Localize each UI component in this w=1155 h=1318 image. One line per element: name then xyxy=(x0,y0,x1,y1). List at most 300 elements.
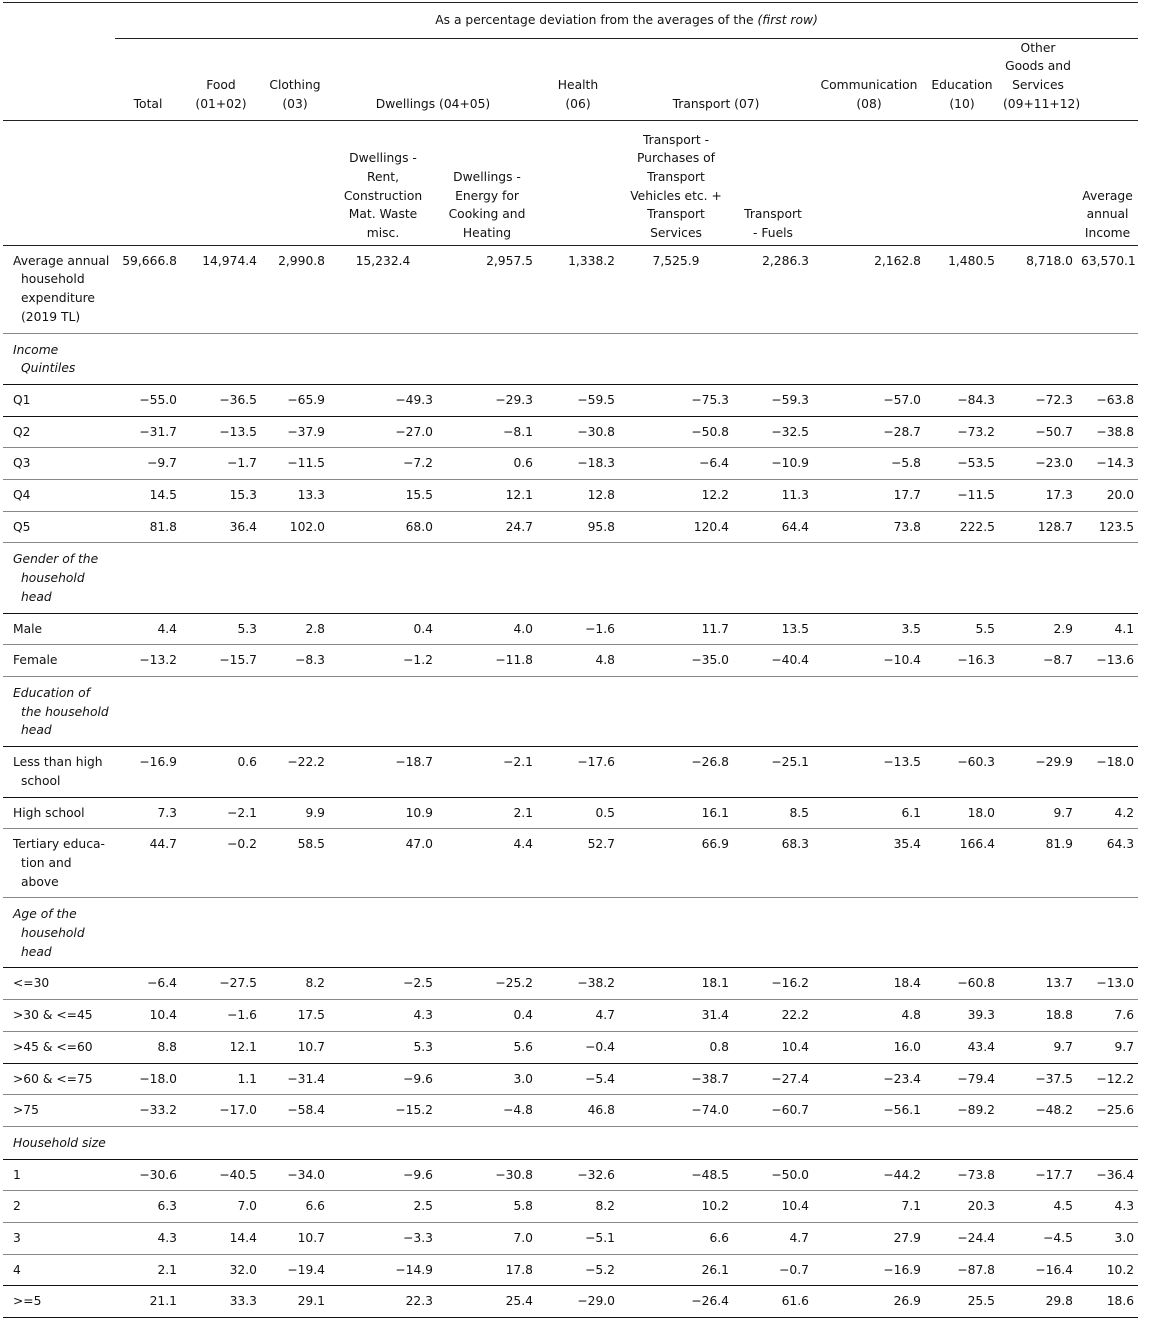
cell-value: 7.3 xyxy=(115,797,181,829)
row-label: >60 & <=75 xyxy=(3,1063,115,1095)
cell-value: 18.1 xyxy=(619,968,733,1000)
cell-value: 25.5 xyxy=(925,1286,999,1318)
cell-value: 10.4 xyxy=(733,1191,813,1223)
cell-value: 4.3 xyxy=(1077,1191,1138,1223)
cell-value: −60.7 xyxy=(733,1095,813,1127)
cell-value: −72.3 xyxy=(999,384,1077,416)
average-row xyxy=(3,245,1138,333)
cell-value: −18.0 xyxy=(115,1063,181,1095)
cell-value: −48.2 xyxy=(999,1095,1077,1127)
section-filler xyxy=(925,1126,999,1159)
row-label: >30 & <=45 xyxy=(3,1000,115,1032)
cell-value: −14.3 xyxy=(1077,448,1138,480)
header-span-italic: (first row) xyxy=(757,13,818,27)
subcolumn-empty xyxy=(925,120,999,245)
table-row xyxy=(3,1095,1138,1127)
cell-value: 27.9 xyxy=(813,1223,925,1255)
cell-value: −1.6 xyxy=(537,613,619,645)
cell-value: −38.7 xyxy=(619,1063,733,1095)
section-filler xyxy=(925,898,999,968)
row-label: Q2 xyxy=(3,416,115,448)
cell-value: 0.6 xyxy=(437,448,537,480)
cell-value: 4.0 xyxy=(437,613,537,645)
cell-value: 6.1 xyxy=(813,797,925,829)
row-label: Male xyxy=(3,613,115,645)
cell-value: 24.7 xyxy=(437,511,537,543)
section-filler xyxy=(925,676,999,746)
cell-value: 4.3 xyxy=(115,1223,181,1255)
cell-value: 33.3 xyxy=(181,1286,261,1318)
cell-value: −53.5 xyxy=(925,448,999,480)
table-row xyxy=(3,613,1138,645)
cell-value: −11.8 xyxy=(437,645,537,677)
cell-value: −27.4 xyxy=(733,1063,813,1095)
section-filler xyxy=(261,543,329,613)
cell-value: 9.9 xyxy=(261,797,329,829)
cell-value: −73.8 xyxy=(925,1159,999,1191)
cell-value: −50.0 xyxy=(733,1159,813,1191)
section-filler xyxy=(619,676,733,746)
section-filler xyxy=(181,543,261,613)
section-filler xyxy=(537,898,619,968)
cell-value: 52.7 xyxy=(537,829,619,898)
section-filler xyxy=(181,1126,261,1159)
cell-value: 64.3 xyxy=(1077,829,1138,898)
cell-value: −25.2 xyxy=(437,968,537,1000)
column-header: Total xyxy=(133,96,163,111)
cell-value: 2,286.3 xyxy=(733,245,813,333)
cell-value: 18.8 xyxy=(999,1000,1077,1032)
header-span-row xyxy=(3,3,1138,39)
cell-value: 39.3 xyxy=(925,1000,999,1032)
subcolumn-empty xyxy=(261,120,329,245)
section-title: Income Quintiles xyxy=(3,333,115,384)
cell-value: 5.3 xyxy=(329,1031,437,1063)
section-row xyxy=(3,676,1138,746)
section-filler xyxy=(733,1126,813,1159)
cell-value: 128.7 xyxy=(999,511,1077,543)
cell-value: −27.0 xyxy=(329,416,437,448)
cell-value: 8.5 xyxy=(733,797,813,829)
cell-value: 44.7 xyxy=(115,829,181,898)
cell-value: −9.7 xyxy=(115,448,181,480)
cell-value: 47.0 xyxy=(329,829,437,898)
cell-value: −11.5 xyxy=(925,480,999,512)
cell-value: −19.4 xyxy=(261,1254,329,1286)
cell-value: 17.8 xyxy=(437,1254,537,1286)
cell-value: 0.5 xyxy=(537,797,619,829)
cell-value: 10.4 xyxy=(733,1031,813,1063)
section-filler xyxy=(261,1126,329,1159)
cell-value: −4.8 xyxy=(437,1095,537,1127)
section-row xyxy=(3,333,1138,384)
cell-value: −16.9 xyxy=(813,1254,925,1286)
cell-value: 222.5 xyxy=(925,511,999,543)
header-span-prefix: As a percentage deviation from the averages of the xyxy=(435,13,758,27)
cell-value: −13.2 xyxy=(115,645,181,677)
cell-value: −13.5 xyxy=(181,416,261,448)
cell-value: 32.0 xyxy=(181,1254,261,1286)
table-row xyxy=(3,645,1138,677)
cell-value: −8.7 xyxy=(999,645,1077,677)
cell-value: −5.8 xyxy=(813,448,925,480)
cell-value: −59.3 xyxy=(733,384,813,416)
section-row xyxy=(3,1126,1138,1159)
cell-value: −13.0 xyxy=(1077,968,1138,1000)
table-row xyxy=(3,1254,1138,1286)
cell-value: −35.0 xyxy=(619,645,733,677)
cell-value: −22.2 xyxy=(261,747,329,797)
cell-value: 1,480.5 xyxy=(925,245,999,333)
cell-value: 102.0 xyxy=(261,511,329,543)
cell-value: −31.4 xyxy=(261,1063,329,1095)
cell-value: −5.1 xyxy=(537,1223,619,1255)
cell-value: −2.1 xyxy=(181,797,261,829)
cell-value: 14,974.4 xyxy=(181,245,261,333)
table-row xyxy=(3,747,1138,797)
subcolumn-header-dwellings-rent: Dwellings - Rent, Construction Mat. Waste misc. xyxy=(329,120,437,245)
section-filler xyxy=(437,898,537,968)
cell-value: 5.6 xyxy=(437,1031,537,1063)
cell-value: −79.4 xyxy=(925,1063,999,1095)
cell-value: 22.3 xyxy=(329,1286,437,1318)
cell-value: 1,338.2 xyxy=(537,245,619,333)
cell-value: −11.5 xyxy=(261,448,329,480)
header-corner xyxy=(3,3,115,39)
section-filler xyxy=(813,333,925,384)
cell-value: −16.4 xyxy=(999,1254,1077,1286)
cell-value: 73.8 xyxy=(813,511,925,543)
section-filler xyxy=(1077,676,1138,746)
cell-value: 8,718.0 xyxy=(999,245,1077,333)
cell-value: 7.1 xyxy=(813,1191,925,1223)
cell-value: 9.7 xyxy=(999,797,1077,829)
cell-value: 17.5 xyxy=(261,1000,329,1032)
cell-value: 18.4 xyxy=(813,968,925,1000)
cell-value: −0.4 xyxy=(537,1031,619,1063)
subcolumn-header-transport-purchases: Transport - Purchases of Transport Vehicles etc. + Transport Services xyxy=(619,120,733,245)
section-filler xyxy=(181,333,261,384)
section-filler xyxy=(1077,333,1138,384)
cell-value: 29.1 xyxy=(261,1286,329,1318)
cell-value: −16.9 xyxy=(115,747,181,797)
section-title: Household size xyxy=(3,1126,115,1159)
header-category-corner xyxy=(3,38,115,120)
cell-value: −4.5 xyxy=(999,1223,1077,1255)
cell-value: −44.2 xyxy=(813,1159,925,1191)
cell-value: −17.0 xyxy=(181,1095,261,1127)
cell-value: −15.2 xyxy=(329,1095,437,1127)
cell-value: −5.4 xyxy=(537,1063,619,1095)
cell-value: −50.8 xyxy=(619,416,733,448)
cell-value: −25.1 xyxy=(733,747,813,797)
cell-value: 95.8 xyxy=(537,511,619,543)
cell-value: −57.0 xyxy=(813,384,925,416)
section-filler xyxy=(537,333,619,384)
cell-value: 58.5 xyxy=(261,829,329,898)
cell-value: 59,666.8 xyxy=(115,245,181,333)
cell-value: 10.7 xyxy=(261,1031,329,1063)
cell-value: −7.2 xyxy=(329,448,437,480)
cell-value: 31.4 xyxy=(619,1000,733,1032)
cell-value: −26.4 xyxy=(619,1286,733,1318)
cell-value: −87.8 xyxy=(925,1254,999,1286)
cell-value: −30.8 xyxy=(437,1159,537,1191)
cell-value: 123.5 xyxy=(1077,511,1138,543)
cell-value: 5.5 xyxy=(925,613,999,645)
cell-value: −56.1 xyxy=(813,1095,925,1127)
cell-value: 4.5 xyxy=(999,1191,1077,1223)
cell-value: −40.4 xyxy=(733,645,813,677)
section-filler xyxy=(261,333,329,384)
cell-value: 68.3 xyxy=(733,829,813,898)
column-header: Clothing (03) xyxy=(269,78,321,111)
cell-value: 0.4 xyxy=(329,613,437,645)
section-filler xyxy=(329,898,437,968)
section-filler xyxy=(115,543,181,613)
cell-value: −49.3 xyxy=(329,384,437,416)
cell-value: 2,990.8 xyxy=(261,245,329,333)
section-filler xyxy=(115,676,181,746)
cell-value: −50.7 xyxy=(999,416,1077,448)
section-filler xyxy=(619,333,733,384)
cell-value: −65.9 xyxy=(261,384,329,416)
cell-value: −27.5 xyxy=(181,968,261,1000)
cell-value: −36.4 xyxy=(1077,1159,1138,1191)
row-label: 1 xyxy=(3,1159,115,1191)
cell-value: 2,162.8 xyxy=(813,245,925,333)
cell-value: 43.4 xyxy=(925,1031,999,1063)
cell-value: 6.6 xyxy=(261,1191,329,1223)
cell-value: 18.6 xyxy=(1077,1286,1138,1318)
cell-value: −89.2 xyxy=(925,1095,999,1127)
cell-value: 20.3 xyxy=(925,1191,999,1223)
cell-value: −58.4 xyxy=(261,1095,329,1127)
cell-value: −55.0 xyxy=(115,384,181,416)
section-filler xyxy=(813,898,925,968)
subcolumn-header-dwellings-energy: Dwellings - Energy for Cooking and Heating xyxy=(437,120,537,245)
cell-value: 7,525.9 xyxy=(619,245,733,333)
cell-value: 13.7 xyxy=(999,968,1077,1000)
column-header: Education (10) xyxy=(931,78,993,111)
cell-value: 5.8 xyxy=(437,1191,537,1223)
cell-value: 81.8 xyxy=(115,511,181,543)
section-filler xyxy=(537,676,619,746)
cell-value: −31.7 xyxy=(115,416,181,448)
row-label: High school xyxy=(3,797,115,829)
cell-value: −23.0 xyxy=(999,448,1077,480)
cell-value: 15,232.4 xyxy=(329,245,437,333)
cell-value: 0.6 xyxy=(181,747,261,797)
header-subcolumn-row xyxy=(3,120,1138,245)
cell-value: 61.6 xyxy=(733,1286,813,1318)
cell-value: −59.5 xyxy=(537,384,619,416)
cell-value: 15.3 xyxy=(181,480,261,512)
cell-value: −14.9 xyxy=(329,1254,437,1286)
cell-value: 13.3 xyxy=(261,480,329,512)
cell-value: 10.9 xyxy=(329,797,437,829)
row-label: 2 xyxy=(3,1191,115,1223)
cell-value: −36.5 xyxy=(181,384,261,416)
header-category-end xyxy=(1077,38,1138,120)
cell-value: −18.3 xyxy=(537,448,619,480)
cell-value: 17.7 xyxy=(813,480,925,512)
column-header: Other Goods and Services (09+11+12) xyxy=(1003,40,1081,111)
table-row xyxy=(3,1031,1138,1063)
cell-value: −9.6 xyxy=(329,1063,437,1095)
cell-value: −2.1 xyxy=(437,747,537,797)
section-filler xyxy=(733,676,813,746)
cell-value: −32.5 xyxy=(733,416,813,448)
cell-value: −6.4 xyxy=(619,448,733,480)
table-row xyxy=(3,1223,1138,1255)
cell-value: 14.5 xyxy=(115,480,181,512)
cell-value: −9.6 xyxy=(329,1159,437,1191)
subcolumn-header-income: Average annual Income xyxy=(1077,120,1138,245)
cell-value: −10.9 xyxy=(733,448,813,480)
cell-value: −0.2 xyxy=(181,829,261,898)
section-filler xyxy=(261,676,329,746)
cell-value: 13.5 xyxy=(733,613,813,645)
table-row xyxy=(3,1063,1138,1095)
cell-value: −37.5 xyxy=(999,1063,1077,1095)
subcolumn-header-transport-fuels: Transport - Fuels xyxy=(733,120,813,245)
section-filler xyxy=(329,676,437,746)
section-filler xyxy=(329,333,437,384)
cell-value: 120.4 xyxy=(619,511,733,543)
cell-value: 1.1 xyxy=(181,1063,261,1095)
cell-value: −32.6 xyxy=(537,1159,619,1191)
cell-value: −30.6 xyxy=(115,1159,181,1191)
cell-value: −3.3 xyxy=(329,1223,437,1255)
cell-value: 3.0 xyxy=(437,1063,537,1095)
cell-value: 4.7 xyxy=(733,1223,813,1255)
section-filler xyxy=(813,676,925,746)
table-row xyxy=(3,448,1138,480)
cell-value: −24.4 xyxy=(925,1223,999,1255)
section-filler xyxy=(733,333,813,384)
cell-value: −2.5 xyxy=(329,968,437,1000)
cell-value: −8.1 xyxy=(437,416,537,448)
cell-value: −25.6 xyxy=(1077,1095,1138,1127)
cell-value: 0.4 xyxy=(437,1000,537,1032)
cell-value: 18.0 xyxy=(925,797,999,829)
cell-value: 4.4 xyxy=(437,829,537,898)
section-filler xyxy=(115,1126,181,1159)
cell-value: 64.4 xyxy=(733,511,813,543)
cell-value: 10.7 xyxy=(261,1223,329,1255)
cell-value: 20.0 xyxy=(1077,480,1138,512)
cell-value: −6.4 xyxy=(115,968,181,1000)
cell-value: −37.9 xyxy=(261,416,329,448)
cell-value: −16.3 xyxy=(925,645,999,677)
cell-value: −34.0 xyxy=(261,1159,329,1191)
cell-value: 10.2 xyxy=(619,1191,733,1223)
section-row xyxy=(3,898,1138,968)
cell-value: −18.0 xyxy=(1077,747,1138,797)
cell-value: 81.9 xyxy=(999,829,1077,898)
section-filler xyxy=(925,543,999,613)
table-row xyxy=(3,480,1138,512)
cell-value: −29.3 xyxy=(437,384,537,416)
cell-value: 26.9 xyxy=(813,1286,925,1318)
header-span-title xyxy=(115,3,1138,39)
table-row xyxy=(3,511,1138,543)
cell-value: −28.7 xyxy=(813,416,925,448)
section-title: Age of the household head xyxy=(3,898,115,968)
section-filler xyxy=(261,898,329,968)
cell-value: −15.7 xyxy=(181,645,261,677)
cell-value: −48.5 xyxy=(619,1159,733,1191)
cell-value: −73.2 xyxy=(925,416,999,448)
cell-value: −75.3 xyxy=(619,384,733,416)
cell-value: −16.2 xyxy=(733,968,813,1000)
cell-value: 16.0 xyxy=(813,1031,925,1063)
row-label: Q5 xyxy=(3,511,115,543)
section-filler xyxy=(537,543,619,613)
cell-value: 12.1 xyxy=(437,480,537,512)
cell-value: 4.2 xyxy=(1077,797,1138,829)
section-filler xyxy=(999,676,1077,746)
section-filler xyxy=(619,1126,733,1159)
section-filler xyxy=(813,543,925,613)
section-filler xyxy=(999,543,1077,613)
section-filler xyxy=(437,1126,537,1159)
cell-value: 6.3 xyxy=(115,1191,181,1223)
section-row xyxy=(3,543,1138,613)
cell-value: 25.4 xyxy=(437,1286,537,1318)
column-header: Transport (07) xyxy=(672,96,760,111)
cell-value: 12.1 xyxy=(181,1031,261,1063)
cell-value: 26.1 xyxy=(619,1254,733,1286)
section-title: Education of the household head xyxy=(3,676,115,746)
cell-value: −17.6 xyxy=(537,747,619,797)
row-label: Q4 xyxy=(3,480,115,512)
cell-value: −29.0 xyxy=(537,1286,619,1318)
expenditure-table xyxy=(3,2,1138,1318)
section-filler xyxy=(329,543,437,613)
section-filler xyxy=(181,898,261,968)
cell-value: 2.5 xyxy=(329,1191,437,1223)
section-filler xyxy=(437,676,537,746)
cell-value: −33.2 xyxy=(115,1095,181,1127)
table-row xyxy=(3,968,1138,1000)
section-filler xyxy=(999,898,1077,968)
cell-value: 35.4 xyxy=(813,829,925,898)
row-label: Female xyxy=(3,645,115,677)
cell-value: 17.3 xyxy=(999,480,1077,512)
cell-value: −84.3 xyxy=(925,384,999,416)
cell-value: 4.3 xyxy=(329,1000,437,1032)
cell-value: 12.8 xyxy=(537,480,619,512)
row-label: Q3 xyxy=(3,448,115,480)
cell-value: −60.3 xyxy=(925,747,999,797)
table-row xyxy=(3,1159,1138,1191)
cell-value: 11.3 xyxy=(733,480,813,512)
cell-value: −17.7 xyxy=(999,1159,1077,1191)
table-row xyxy=(3,797,1138,829)
cell-value: 3.0 xyxy=(1077,1223,1138,1255)
section-title: Gender of the household head xyxy=(3,543,115,613)
cell-value: 7.0 xyxy=(181,1191,261,1223)
row-label: 4 xyxy=(3,1254,115,1286)
cell-value: −13.6 xyxy=(1077,645,1138,677)
section-filler xyxy=(329,1126,437,1159)
cell-value: −5.2 xyxy=(537,1254,619,1286)
cell-value: −1.2 xyxy=(329,645,437,677)
cell-value: −12.2 xyxy=(1077,1063,1138,1095)
section-filler xyxy=(925,333,999,384)
